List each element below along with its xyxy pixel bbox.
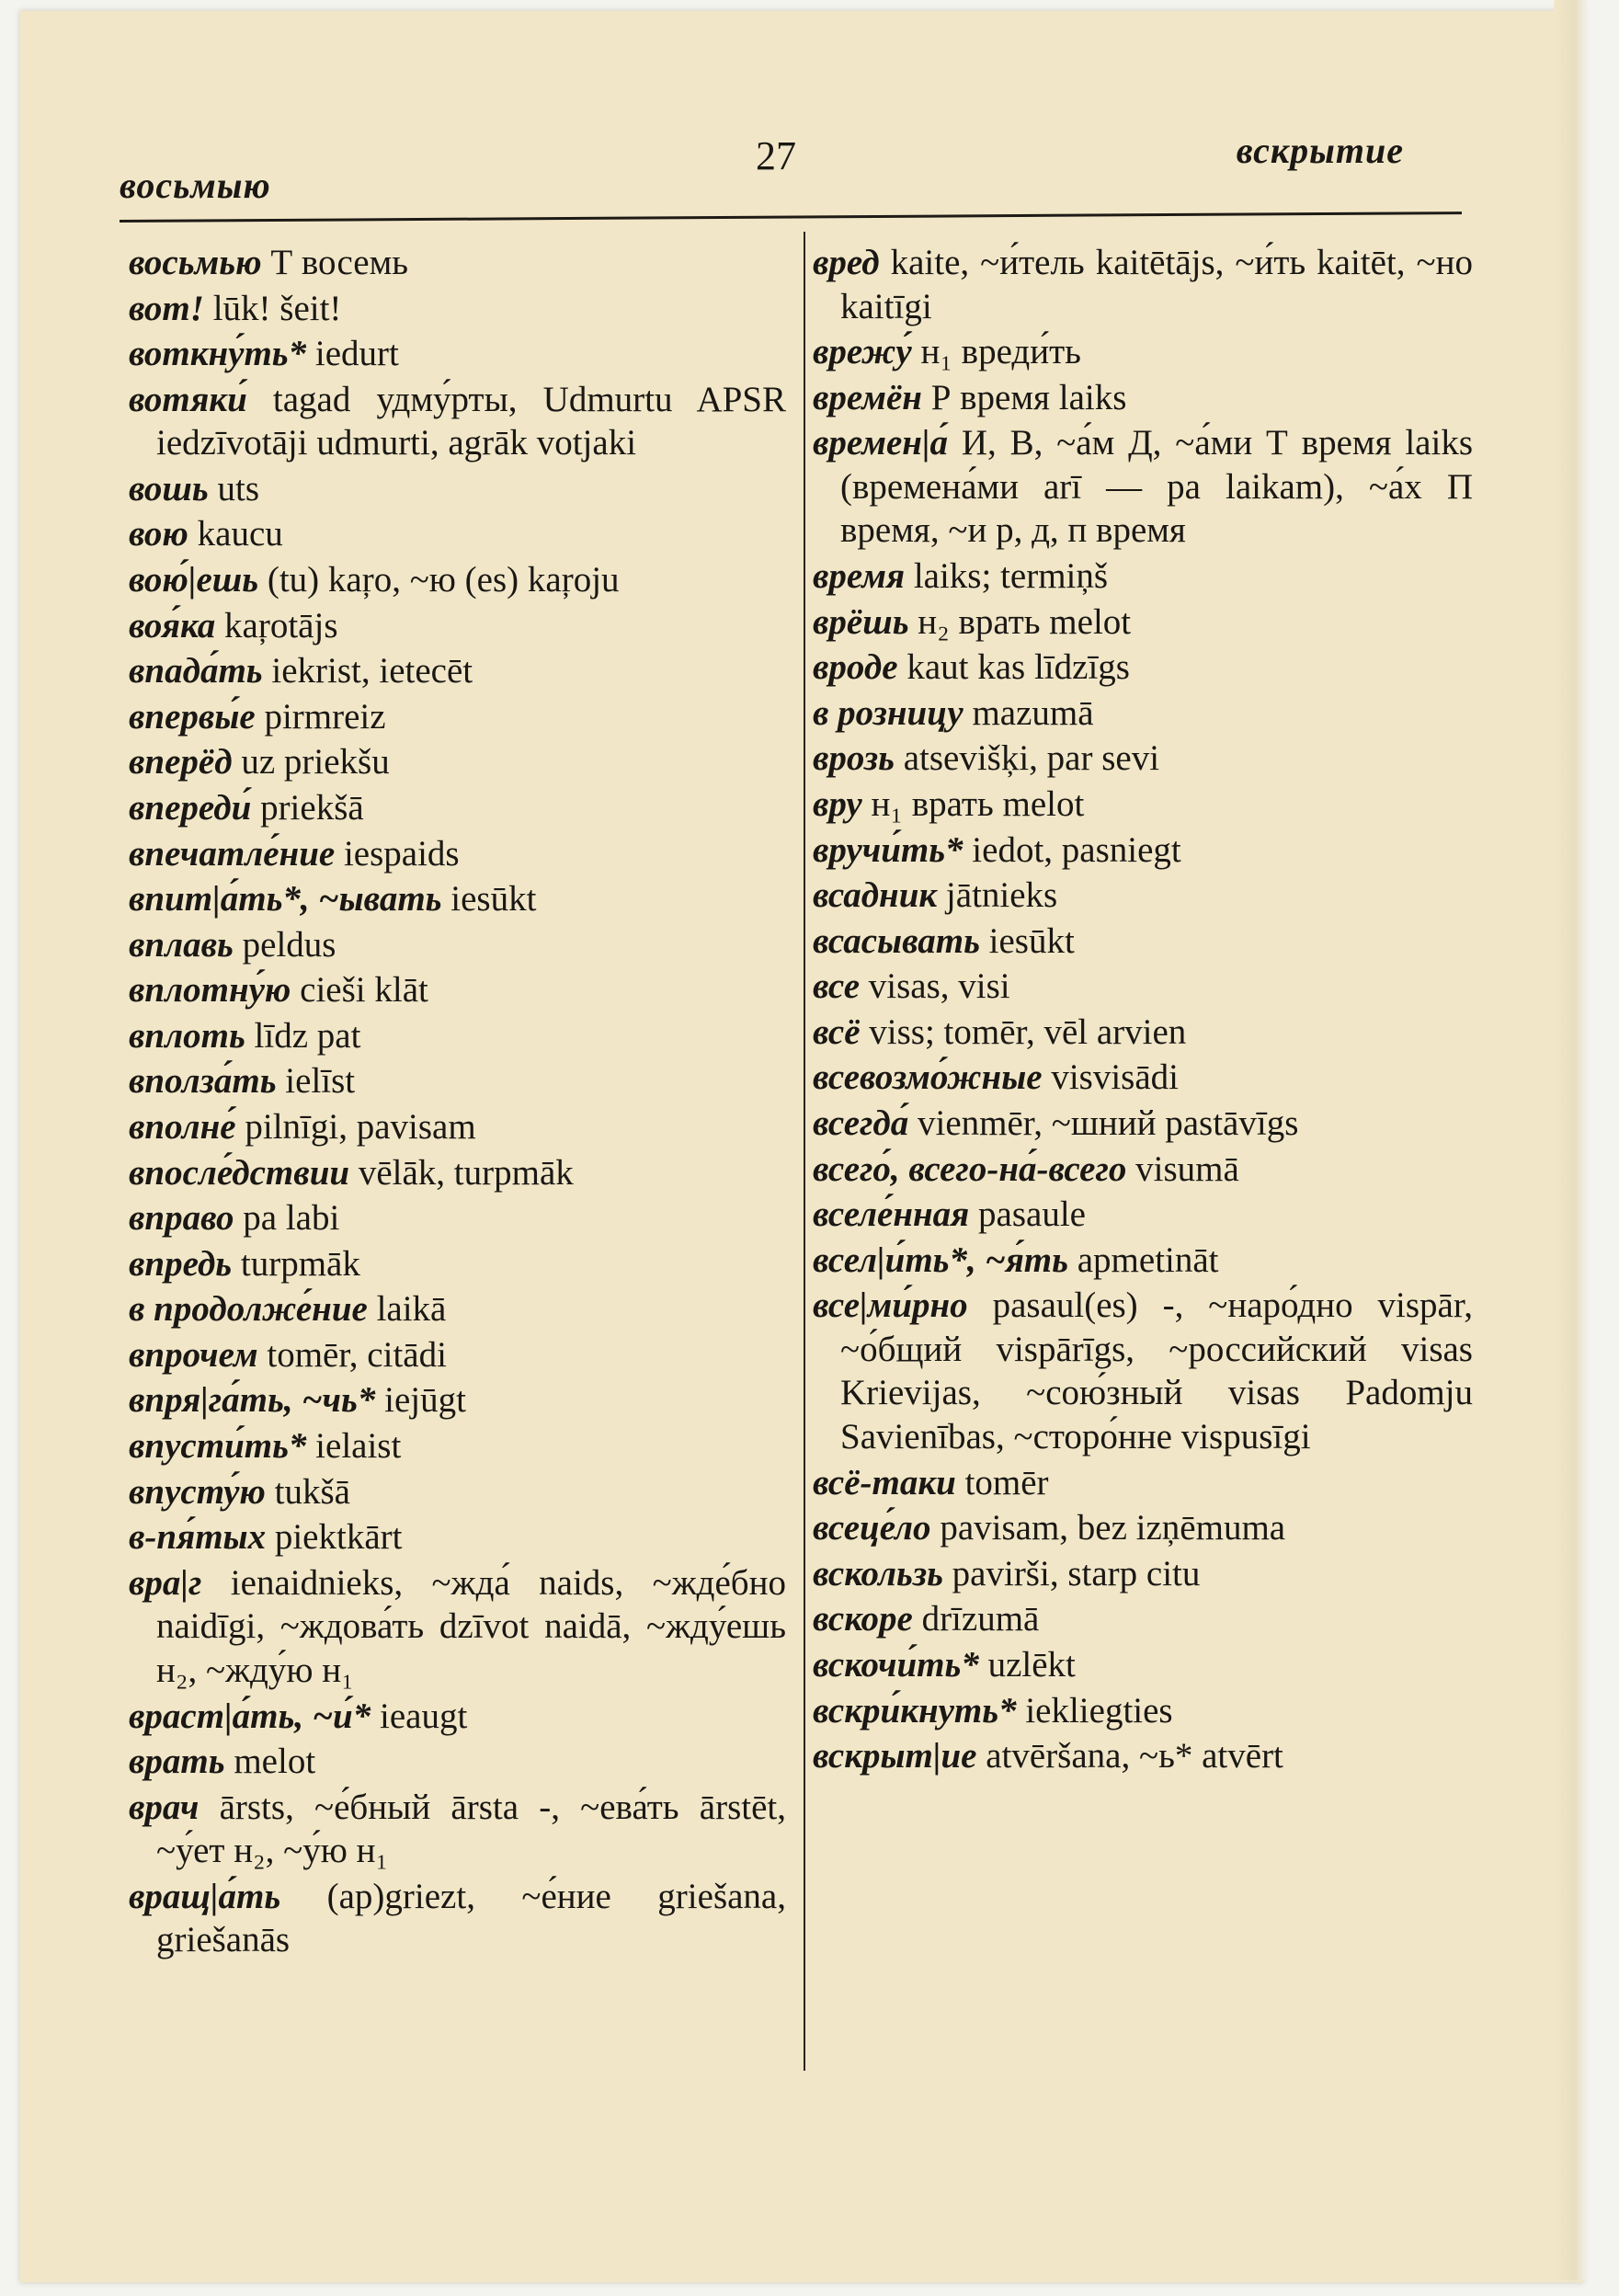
- dictionary-entry: [813, 828, 1473, 873]
- dictionary-entry: [813, 1461, 1473, 1505]
- dictionary-entry: [813, 1011, 1473, 1055]
- translation: tomēr, citādi: [257, 1334, 447, 1375]
- dictionary-entry: [813, 691, 1473, 736]
- translation: mazumā: [963, 692, 1094, 733]
- translation: kaucu: [188, 514, 283, 554]
- translation: tukšā: [265, 1471, 350, 1512]
- translation: pasaul(es) -, ~наро́дно vispār, ~о́бщий vispārīgs, ~российский visas Krievijas, ~сою́зный visas Padomju Savienības, ~сторо́нне vispusīgi: [840, 1285, 1473, 1457]
- column-divider: [804, 232, 805, 2071]
- dictionary-entry: [129, 1287, 786, 1331]
- translation: vēlāk, turpmāk: [349, 1152, 574, 1193]
- headword: впада́ть: [129, 651, 263, 691]
- headword: в продолже́ние: [129, 1289, 368, 1330]
- headword: воя́ка: [129, 605, 216, 645]
- dictionary-entry: [129, 1695, 786, 1739]
- translation: tagad удму́рты, Udmurtu APSR iedzīvotāji udmurti, agrāk votjaki: [156, 379, 786, 463]
- translation: iespaids: [335, 833, 460, 874]
- headword: вою: [129, 514, 188, 554]
- dictionary-entry: [129, 287, 786, 331]
- headword: всего́, всего-на́-всего: [813, 1148, 1127, 1189]
- dictionary-entry: [129, 1561, 786, 1693]
- translation: līdz pat: [245, 1015, 361, 1056]
- translation: pirmreiz: [255, 696, 386, 737]
- translation: apmetināt: [1067, 1239, 1219, 1280]
- dictionary-entry: [129, 1059, 786, 1103]
- translation: kaite, ~и́тель kaitētājs, ~и́ть kaitēt, ~но kaitīgi: [840, 243, 1473, 326]
- translation: pasaule: [969, 1194, 1086, 1235]
- headword: вою́|ешь: [129, 560, 259, 600]
- translation: uz priekšu: [232, 742, 390, 782]
- dictionary-entry: [813, 554, 1473, 599]
- dictionary-entry: [813, 1193, 1473, 1237]
- dictionary-entry: [129, 786, 786, 830]
- headword: вполне́: [129, 1106, 236, 1147]
- dictionary-entry: [129, 512, 786, 556]
- dictionary-entry: [129, 1242, 786, 1286]
- headword: впит|а́ть*, ~ывать: [129, 879, 442, 920]
- dictionary-entry: [813, 1643, 1473, 1687]
- headword: вплоть: [129, 1015, 245, 1056]
- dictionary-entry: [813, 421, 1473, 553]
- translation: ieaugt: [371, 1696, 468, 1736]
- translation: ielīst: [276, 1061, 356, 1102]
- dictionary-entry: [129, 1515, 786, 1559]
- translation: tomēr: [955, 1462, 1049, 1502]
- dictionary-entry: [129, 832, 786, 876]
- headword: вошь: [129, 468, 209, 508]
- translation: pavirši, starp citu: [942, 1553, 1201, 1593]
- dictionary-entry: [813, 1284, 1473, 1458]
- running-head-right: вскрытие: [1236, 130, 1404, 171]
- page-edge: [1554, 0, 1589, 2280]
- headword: вполза́ть: [129, 1061, 277, 1102]
- dictionary-entry: [813, 376, 1473, 420]
- headword: врёшь: [813, 601, 909, 642]
- dictionary-entry: [813, 920, 1473, 964]
- headword: всеце́ло: [813, 1508, 931, 1548]
- headword: всевозмо́жные: [813, 1057, 1043, 1098]
- translation: turpmāk: [232, 1243, 360, 1284]
- translation: (tu) kaŗo, ~ю (es) kaŗoju: [258, 560, 620, 600]
- translation: visas, visi: [860, 966, 1010, 1007]
- headword: вскочи́ть*: [813, 1644, 979, 1685]
- translation: kaŗotājs: [215, 605, 338, 645]
- translation: н₁ врать melot: [861, 783, 1085, 824]
- translation: cieši klāt: [291, 970, 428, 1011]
- headword: восьмью: [129, 243, 262, 282]
- dictionary-entry: [129, 1740, 786, 1784]
- dictionary-page: [20, 11, 1583, 2282]
- translation: iedurt: [306, 334, 399, 374]
- dictionary-entry: [129, 877, 786, 921]
- headword: впереди́: [129, 787, 252, 828]
- dictionary-entry: [813, 965, 1473, 1009]
- dictionary-entry: [129, 1875, 786, 1962]
- translation: iejūgt: [375, 1380, 466, 1421]
- translation: piektkārt: [266, 1517, 403, 1558]
- headword: в-пя́тых: [129, 1517, 267, 1558]
- translation: (ap)griezt, ~е́ние griešana, griešanās: [156, 1876, 786, 1960]
- headword: воткну́ть*: [129, 334, 307, 374]
- headword: вращ|а́ть: [129, 1876, 281, 1916]
- header-rule: [120, 211, 1462, 223]
- dictionary-entry: [129, 1196, 786, 1240]
- headword: врозь: [813, 738, 895, 779]
- translation: kaut kas līdzīgs: [897, 647, 1130, 688]
- headword: вручи́ть*: [813, 829, 963, 870]
- dictionary-entry: [813, 1689, 1473, 1733]
- translation: iekliegties: [1016, 1690, 1173, 1731]
- translation: atsevišķi, par sevi: [894, 738, 1160, 779]
- dictionary-entry: [813, 1506, 1473, 1550]
- headword: впредь: [129, 1243, 233, 1284]
- headword: всё: [813, 1011, 861, 1052]
- dictionary-entry: [813, 737, 1473, 781]
- translation: iesūkt: [441, 879, 537, 920]
- dictionary-entry: [129, 467, 786, 511]
- dictionary-entry: [129, 241, 786, 285]
- translation: ielaist: [306, 1426, 402, 1467]
- dictionary-entry: [813, 600, 1473, 645]
- dictionary-entry: [129, 1470, 786, 1514]
- headword: впрочем: [129, 1334, 258, 1375]
- headword: впусти́ть*: [129, 1426, 307, 1467]
- dictionary-entry: [129, 1786, 786, 1873]
- headword: вскрыт|ие: [813, 1736, 977, 1776]
- headword: врач: [129, 1787, 200, 1827]
- right-column: [813, 241, 1473, 1780]
- translation: lūk! šeit!: [203, 288, 342, 328]
- headword: враст|а́ть, ~и́*: [129, 1696, 371, 1736]
- headword: вскоре: [813, 1599, 913, 1639]
- headword: всел|и́ть*, ~я́ть: [813, 1239, 1068, 1280]
- translation: ārsts, ~е́бный ārsta -, ~ева́ть ārstēt, ~у́ет н₂, ~у́ю н₁: [156, 1787, 786, 1871]
- dictionary-entry: [813, 782, 1473, 827]
- dictionary-entry: [129, 1105, 786, 1149]
- dictionary-entry: [129, 695, 786, 739]
- headword: вроде: [813, 647, 898, 688]
- dictionary-entry: [129, 558, 786, 602]
- left-column: [129, 241, 786, 1964]
- headword: вселе́нная: [813, 1194, 970, 1235]
- headword: всасывать: [813, 920, 980, 961]
- translation: visvisādi: [1042, 1057, 1179, 1098]
- translation: laiks; termiņš: [905, 556, 1109, 597]
- headword: все: [813, 966, 861, 1007]
- translation: Р время laiks: [921, 377, 1127, 417]
- translation: visumā: [1126, 1148, 1239, 1189]
- headword: время: [813, 556, 906, 597]
- dictionary-entry: [813, 874, 1473, 918]
- headword: вплавь: [129, 924, 234, 965]
- translation: laikā: [367, 1289, 447, 1330]
- dictionary-entry: [129, 1424, 786, 1468]
- headword: вправо: [129, 1198, 234, 1239]
- dictionary-entry: [129, 968, 786, 1012]
- dictionary-entry: [813, 1239, 1473, 1283]
- translation: uts: [208, 468, 259, 508]
- dictionary-entry: [813, 1734, 1473, 1778]
- headword: всадник: [813, 875, 938, 916]
- dictionary-entry: [813, 1148, 1473, 1192]
- headword: впусту́ю: [129, 1471, 266, 1512]
- translation: viss; tomēr, vēl arvien: [860, 1011, 1187, 1052]
- translation: pa labi: [234, 1198, 340, 1239]
- headword: вскользь: [813, 1553, 943, 1593]
- dictionary-entry: [129, 1151, 786, 1195]
- headword: врать: [129, 1742, 225, 1782]
- dictionary-entry: [129, 923, 786, 967]
- headword: вплотну́ю: [129, 970, 291, 1011]
- headword: вра|г: [129, 1562, 202, 1603]
- dictionary-entry: [813, 1552, 1473, 1596]
- headword: в розницу: [813, 692, 963, 733]
- translation: pavisam, bez izņēmuma: [930, 1508, 1286, 1548]
- headword: вред: [813, 243, 880, 282]
- translation: iedot, pasniegt: [963, 829, 1181, 870]
- translation: ienaidnieks, ~жда́ naids, ~жде́бно naidīgi, ~ждова́ть dzīvot naidā, ~жду́ешь н₂, ~жду́ю н₁: [156, 1562, 786, 1690]
- headword: времен|а́: [813, 423, 949, 463]
- dictionary-entry: [813, 1102, 1473, 1146]
- headword: впечатле́ние: [129, 833, 336, 874]
- translation: priekšā: [251, 787, 364, 828]
- translation: vienmēr, ~шний pastāvīgs: [908, 1102, 1299, 1143]
- dictionary-entry: [129, 1333, 786, 1377]
- dictionary-entry: [129, 378, 786, 465]
- translation: И, В, ~а́м Д, ~а́ми Т время laiks (времена́ми arī — pa laikam), ~а́х П время, ~и р, д, п время: [840, 423, 1473, 551]
- translation: iesūkt: [979, 920, 1075, 961]
- dictionary-entry: [129, 1014, 786, 1058]
- dictionary-entry: [813, 645, 1473, 690]
- headword: всегда́: [813, 1102, 909, 1143]
- translation: peldus: [233, 924, 336, 965]
- dictionary-entry: [813, 1597, 1473, 1641]
- dictionary-entry: [813, 1056, 1473, 1100]
- dictionary-entry: [129, 740, 786, 784]
- dictionary-entry: [129, 1378, 786, 1422]
- translation: uzlēkt: [978, 1644, 1076, 1685]
- headword: врежу́: [813, 332, 912, 372]
- headword: вот!: [129, 288, 204, 328]
- dictionary-entry: [813, 241, 1473, 328]
- headword: времён: [813, 377, 922, 417]
- dictionary-entry: [813, 330, 1473, 374]
- dictionary-entry: [129, 649, 786, 693]
- translation: atvēršana, ~ь* atvērt: [976, 1736, 1283, 1776]
- headword: вотяки́: [129, 379, 247, 419]
- headword: впервы́е: [129, 696, 256, 737]
- translation: drīzumā: [912, 1599, 1040, 1639]
- translation: pilnīgi, pavisam: [235, 1106, 476, 1147]
- translation: н₂ врать melot: [908, 601, 1132, 642]
- translation: н₁ вреди́ть: [911, 332, 1081, 372]
- running-head-left: восьмыю: [120, 165, 271, 206]
- translation: jātnieks: [937, 875, 1058, 916]
- headword: вперёд: [129, 742, 233, 782]
- dictionary-entry: [129, 332, 786, 376]
- translation: Т восемь: [261, 243, 409, 282]
- translation: melot: [224, 1742, 316, 1782]
- dictionary-entry: [129, 604, 786, 648]
- translation: iekrist, ietecēt: [262, 651, 473, 691]
- headword: впря|га́ть, ~чь*: [129, 1380, 376, 1421]
- headword: вру: [813, 783, 862, 824]
- headword: всё-таки: [813, 1462, 956, 1502]
- headword: вскри́кнуть*: [813, 1690, 1017, 1731]
- headword: впосле́дствии: [129, 1152, 350, 1193]
- page-number: 27: [756, 133, 796, 178]
- headword: все|ми́рно: [813, 1285, 968, 1326]
